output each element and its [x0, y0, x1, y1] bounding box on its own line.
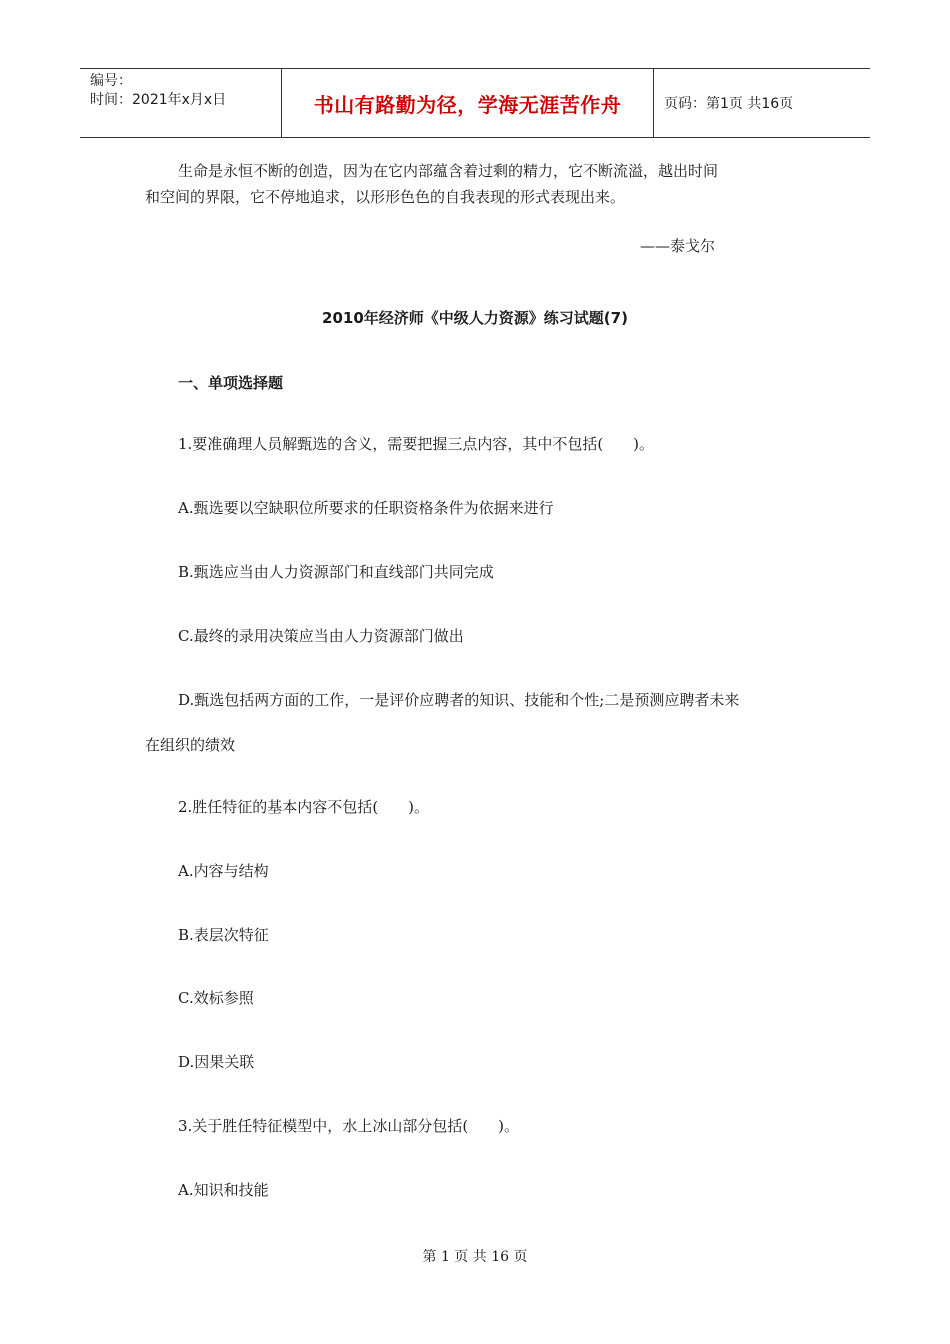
quote-author: ——泰戈尔 [640, 237, 716, 255]
page-title: 2010年经济师《中级人力资源》练习试题(7) [322, 309, 628, 327]
option-item: B.甄选应当由人力资源部门和直线部门共同完成 [178, 563, 494, 581]
document-date: 时间：2021年x月x日 [90, 92, 227, 108]
option-item: A.知识和技能 [178, 1181, 269, 1199]
option-item: A.甄选要以空缺职位所要求的任职资格条件为依据来进行 [178, 499, 554, 517]
quote-line: 生命是永恒不断的创造，因为在它内部蕴含着过剩的精力，它不断流溢，越出时间 [178, 162, 719, 180]
page-header [80, 68, 870, 138]
option-item-continuation: 在组织的绩效 [145, 736, 236, 754]
section-heading: 一、单项选择题 [178, 374, 284, 392]
question-item: 3.关于胜任特征模型中，水上冰山部分包括( )。 [178, 1117, 520, 1135]
quote-line: 和空间的界限，它不停地追求，以形形色色的自我表现的形式表现出来。 [145, 188, 626, 206]
option-item: C.效标参照 [178, 989, 254, 1007]
option-item: D.甄选包括两方面的工作，一是评价应聘者的知识、技能和个性;二是预测应聘者未来 [178, 691, 740, 709]
option-item: C.最终的录用决策应当由人力资源部门做出 [178, 627, 464, 645]
quote-block [145, 158, 825, 210]
option-item: B.表层次特征 [178, 926, 269, 944]
question-item: 1.要准确理人员解甄选的含义，需要把握三点内容，其中不包括( )。 [178, 435, 655, 453]
page-footer: 第 1 页 共 16 页 [422, 1249, 528, 1265]
question-item: 2.胜任特征的基本内容不包括( )。 [178, 798, 430, 816]
option-item: A.内容与结构 [178, 862, 269, 880]
header-meta [80, 69, 281, 137]
header-page-info: 页码：第1页 共16页 [664, 96, 794, 112]
header-motto: 书山有路勤为径，学海无涯苦作舟 [281, 69, 654, 137]
document-number-label: 编号： [90, 73, 132, 89]
option-item: D.因果关联 [178, 1053, 255, 1071]
